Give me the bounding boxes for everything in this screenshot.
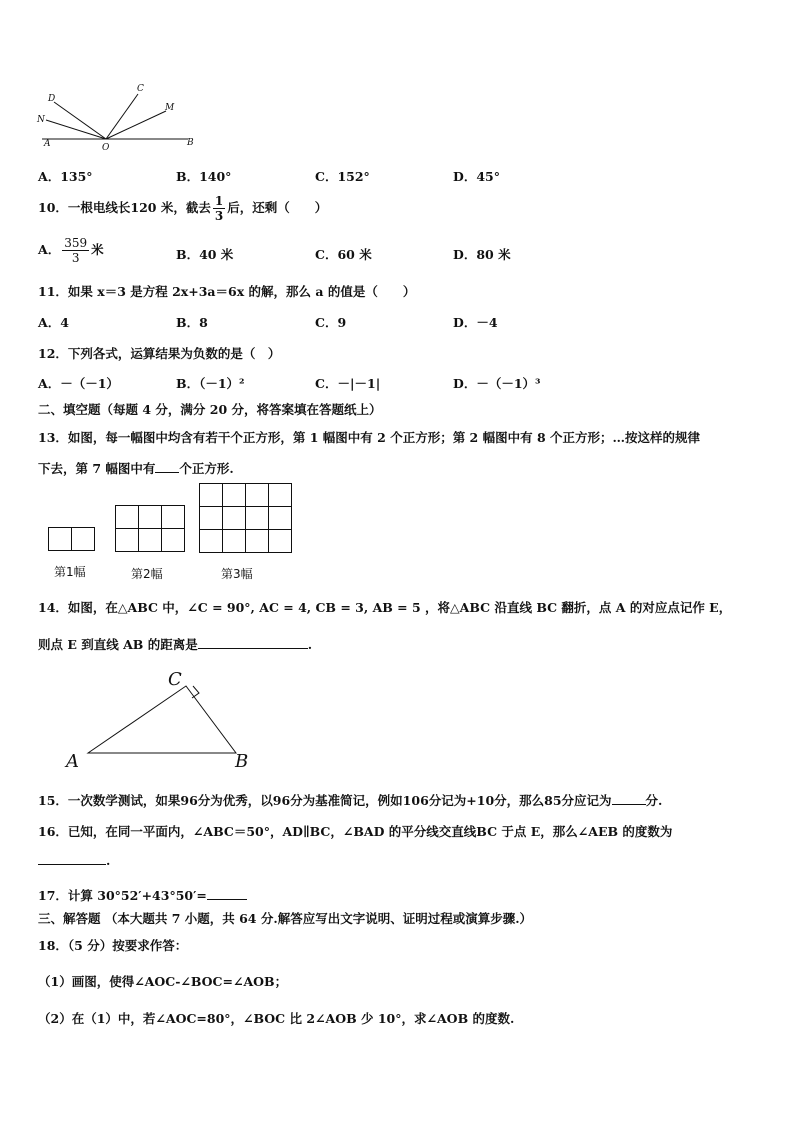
- q12-option-c: C．－|－1|: [315, 376, 381, 391]
- ray-OM: [106, 111, 166, 139]
- question-16-line1: 16．已知，在同一平面内，∠ABC＝50°，AD∥BC，∠BAD 的平分线交直线BC 于点 E，那么∠AEB 的度数为: [38, 824, 673, 839]
- q10-fraction: [213, 194, 225, 223]
- q16-answer-blank[interactable]: [38, 864, 106, 865]
- vertex-label-C: C: [168, 669, 182, 690]
- ray-ON: [46, 120, 106, 139]
- question-12: 12．下列各式，运算结果为负数的是（ ）: [38, 346, 281, 361]
- question-18: 18．（5 分）按要求作答：: [38, 938, 188, 953]
- q12-option-d: D．－（－1）³: [453, 376, 541, 391]
- q11-option-b: B．8: [176, 315, 208, 330]
- q10-option-d: D．80 米: [453, 247, 511, 262]
- q12-option-a: A．－（－1）: [38, 376, 119, 391]
- q14-text-pre: 则点 E 到直线 AB 的距离是: [38, 637, 198, 652]
- q9-option-b: B．140°: [176, 169, 232, 184]
- label-O: O: [102, 143, 110, 152]
- q10-option-c: C．60 米: [315, 247, 372, 262]
- question-14-line2: [38, 635, 312, 653]
- label-C: C: [137, 84, 144, 94]
- right-triangle-figure: [60, 665, 260, 775]
- q10-a-label: A．: [38, 242, 61, 257]
- q10-a-den: 3: [71, 251, 80, 265]
- q10-frac-den: 3: [214, 209, 224, 223]
- q15-text-post: 分.: [645, 793, 663, 808]
- q17-text-pre: 17．计算 30°52′+43°50′=: [38, 888, 207, 903]
- q9-option-a: A．135°: [38, 169, 93, 184]
- question-13-line2: [38, 459, 234, 477]
- q11-option-d: D．－4: [453, 315, 498, 330]
- q10-frac-num: 1: [214, 194, 224, 208]
- q14-text-post: .: [307, 637, 313, 652]
- q10-option-b: B．40 米: [176, 247, 234, 262]
- question-13-line1: 13．如图，每一幅图中均含有若干个正方形，第 1 幅图中有 2 个正方形；第 2 幅图中有 8 个正方形；…按这样的规律: [38, 430, 701, 445]
- q14-answer-blank[interactable]: [198, 648, 308, 649]
- question-10: [38, 194, 327, 223]
- question-17: [38, 886, 247, 904]
- question-18-part-1: （1）画图，使得∠AOC-∠BOC=∠AOB；: [38, 974, 288, 989]
- squares-pattern-figure: [45, 481, 295, 555]
- caption-pattern-2: 第2幅: [131, 567, 163, 581]
- q10-text-post: 后，还剩（ ）: [227, 200, 328, 215]
- q12-option-b: B．（－1）²: [176, 376, 245, 391]
- section-2-heading: 二、填空题（每题 4 分，满分 20 分，将答案填在答题纸上）: [38, 402, 382, 417]
- q11-option-a: A．4: [38, 315, 69, 330]
- ray-OD: [54, 102, 106, 139]
- q10-option-a: [38, 236, 104, 265]
- q9-option-d: D．45°: [453, 169, 500, 184]
- q15-answer-blank[interactable]: [612, 804, 646, 805]
- q10-a-fraction: [62, 236, 89, 265]
- caption-pattern-1: 第1幅: [54, 565, 86, 579]
- q10-a-num: 359: [64, 236, 88, 250]
- section-3-heading: 三、解答题 （本大题共 7 小题，共 64 分.解答应写出文字说明、证明过程或演算步骤.）: [38, 911, 533, 926]
- question-11: 11．如果 x＝3 是方程 2x+3a＝6x 的解，那么 a 的值是（ ）: [38, 284, 416, 299]
- question-14-line1: 14．如图，在△ABC 中，∠C = 90°, AC = 4, CB = 3, AB = 5 ，将△ABC 沿直线 BC 翻折，点 A 的对应点记作 E，: [38, 600, 732, 615]
- caption-pattern-3: 第3幅: [221, 567, 253, 581]
- label-N: N: [37, 115, 45, 125]
- q15-text-pre: 15．一次数学测试，如果96分为优秀，以96分为基准简记，例如106分记为+10分，那么85分应记为: [38, 793, 612, 808]
- vertex-label-A: A: [66, 751, 79, 772]
- q16-text-post: .: [106, 853, 111, 868]
- q10-a-unit: 米: [91, 242, 104, 257]
- q13-text-pre: 下去，第 7 幅图中有: [38, 461, 156, 476]
- q13-text-post: 个正方形.: [179, 461, 234, 476]
- question-18-part-2: （2）在（1）中，若∠AOC=80°，∠BOC 比 2∠AOB 少 10°，求∠AOB 的度数.: [38, 1011, 515, 1026]
- q13-answer-blank[interactable]: [155, 472, 179, 473]
- question-15: [38, 791, 662, 809]
- q11-option-c: C．9: [315, 315, 347, 330]
- question-16-line2: [38, 853, 110, 868]
- label-B: B: [187, 138, 194, 148]
- triangle-abc: [88, 686, 236, 753]
- label-D: D: [48, 94, 56, 104]
- label-A: A: [44, 139, 51, 149]
- q9-option-c: C．152°: [315, 169, 370, 184]
- angle-rays-figure: [34, 80, 204, 152]
- ray-OC: [106, 94, 138, 139]
- q10-text-pre: 10．一根电线长120 米，截去: [38, 200, 211, 215]
- q17-answer-blank[interactable]: [207, 899, 247, 900]
- label-M: M: [165, 103, 175, 113]
- vertex-label-B: B: [235, 751, 249, 772]
